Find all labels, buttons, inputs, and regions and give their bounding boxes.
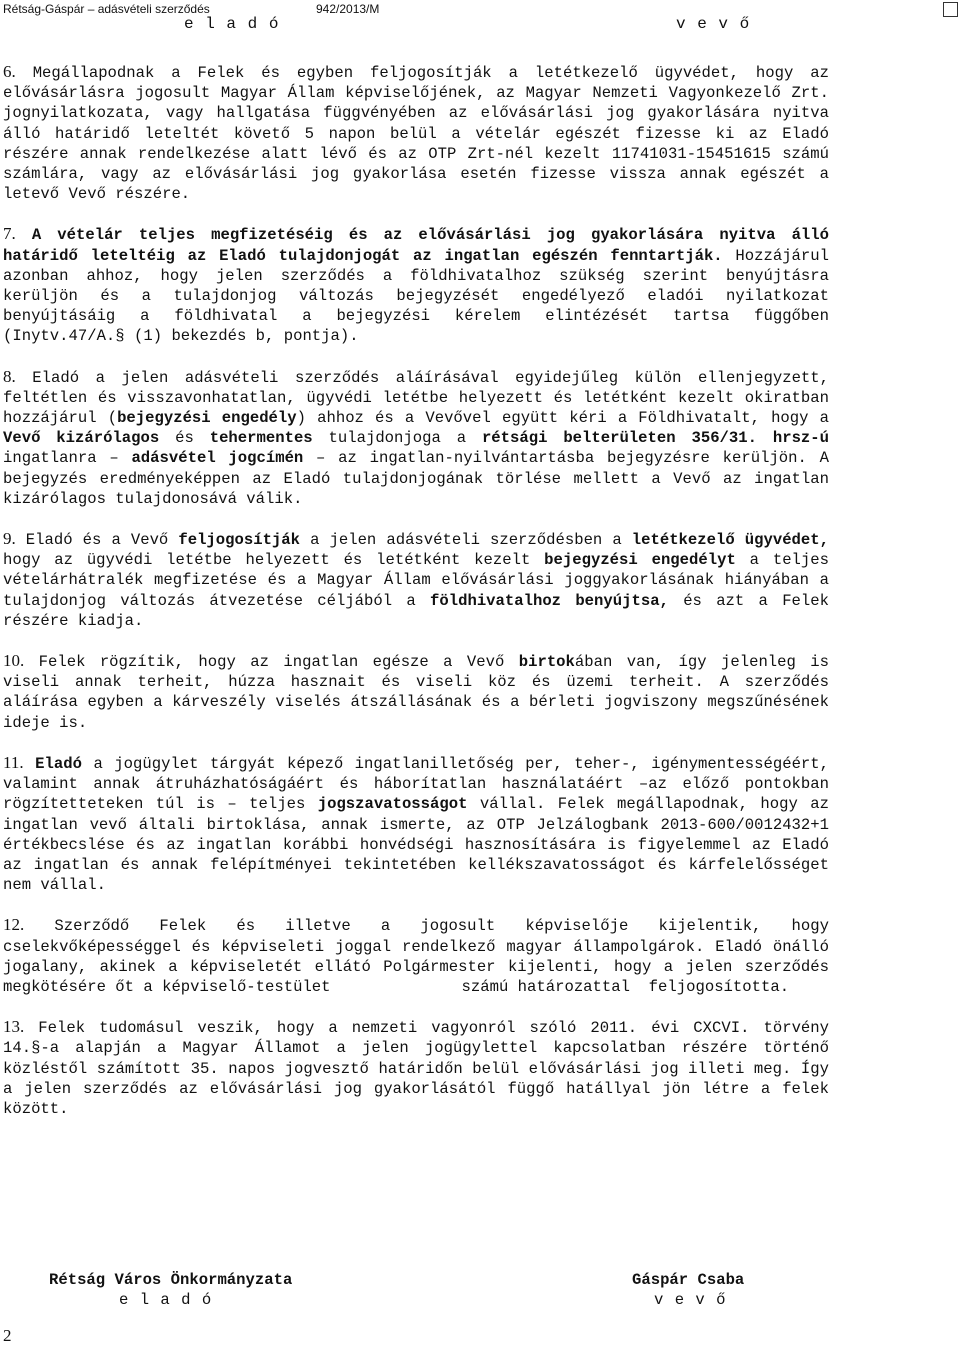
page-number: 2 (3, 1326, 12, 1345)
paragraph-6 (3, 62, 829, 204)
seller-signature (49, 1270, 329, 1310)
header-buyer-label: v e v ő (676, 15, 751, 33)
text-run: ) ahhoz és a Vevővel együtt kéri a Földhivatalt, hogy a (296, 409, 829, 428)
bold-run: feljogosítják (178, 531, 301, 550)
buyer-name: Gáspár Csaba (632, 1271, 745, 1289)
buyer-role: v e v ő (654, 1291, 727, 1310)
bold-run: jogszavatosságot (317, 795, 468, 814)
bold-run: Vevő kizárólagos (3, 429, 160, 448)
text-run: és azt a Felek részére kiadja. (3, 591, 829, 630)
paragraph-8 (3, 367, 829, 509)
text-run: Eladó a jelen adásvételi szerződés aláírásával egyidejűleg külön ellenjegyzett, feltétlen és visszavonhatatlan, ügyvédi letétbe helyezett és letétként kezelt okiratban hozzájárul ( (3, 368, 829, 428)
bold-run: földhivatalhoz benyújtsa, (430, 591, 669, 610)
paragraph-11 (3, 753, 829, 895)
text-run: Eladó és a Vevő (15, 531, 179, 550)
text-run: a jogügylet tárgyát képező ingatlanilletőség per, teher-, igénymentességéért, valamint annak átruházhatóságáért és háborítatlan használatáért –az előző pontokban rögzítetteteken túl is – teljes (3, 754, 830, 814)
seller-role: e l a d ó (119, 1291, 213, 1310)
seller-name: Rétság Város Önkormányzata (49, 1271, 293, 1289)
paragraph-text: Hozzájárul azonban ahhoz, hogy jelen szerződés a földhivatalhoz szükség szerint benyújtásra kerüljön és a tulajdonjog változás bejegyzését engedélyező eladói nyilatkozat benyújtásáig a földhivatal a bejegyzési kérelem elintézését tartsa függőben (Inytv.47/A.§ (1) bekezdés b, pontja). (3, 246, 829, 346)
header-seller-label: e l a d ó (184, 15, 280, 33)
document-title: Rétság-Gáspár – adásvételi szerződés (3, 2, 210, 16)
paragraph-number: 8. (3, 366, 16, 386)
paragraph-bold-text: A vételár teljes megfizetéséig és az elővásárlási jog gyakorlására nyitva álló határidő leteltéig az Eladó tulajdonjogát az ingatlan egészén fenntartják. (3, 226, 830, 265)
text-run: hogy az ügyvédi letétbe helyezett és letétként kezelt (3, 551, 545, 570)
contract-body (3, 62, 839, 1139)
text-run: – az ingatlan-nyilvántartásba bejegyzésre kerüljön. A bejegyzés eredményeképpen az Eladó tulajdonjogának törlése mellett a Vevő az ingatlan kizárólagos tulajdonosává válik. (3, 449, 829, 508)
bold-run: letétkezelő ügyvédet, (631, 531, 829, 550)
paragraph-12 (3, 915, 839, 997)
text-run: ingatlanra – (3, 449, 132, 468)
text-run: tulajdonjoga a (312, 429, 482, 448)
text-run: és (159, 429, 210, 448)
paragraph-number: 9. (3, 529, 16, 549)
bold-run: birtok (518, 653, 575, 672)
paragraph-13 (3, 1017, 829, 1119)
paragraph-number: 13. (3, 1017, 25, 1037)
text-run: a jelen adásvételi szerződésben a (300, 531, 632, 550)
text-run: a teljes vételárhátralék megfizetése és a Magyar Állam elővásárlási joggyakorlásának hiányában a tulajdonjog változás átvezetése céljából a (3, 551, 829, 610)
paragraph-number: 7. (3, 224, 16, 244)
paragraph-number: 12. (3, 915, 25, 935)
text-run: Felek tudomásul veszik, hogy a nemzeti vagyonról szóló 2011. évi CXCVI. törvény 14.§-a alapján a Magyar Államot a jelen jogügylettel kapcsolatban részére történő közléstől számított 35. napos jogvesztő határidőn belül elővásárlási jog illeti meg. Így a jelen szerződés az elővásárlási jog gyakorlásától függő hatállyal jön létre a felek között. (3, 1019, 829, 1118)
document-reference: 942/2013/M (316, 2, 380, 16)
bold-run: bejegyzési engedély (117, 409, 297, 428)
bold-run: tehermentes (209, 429, 313, 448)
paragraph-text: Megállapodnak a Felek és egyben feljogosítják a letétkezelő ügyvédet, hogy az elővásárlásra jogosult Magyar Állam képviselőjének, az Magyar Nemzeti Vagyonkezelő Zrt. jognyilatkozata, vagy hallgatása függvényében az elővásárlási jog gyakorlására nyitva álló határidő leteltét követő 5 napon belül a vételár egészét fizesse ki az Eladó részére annak rendelkezése alatt lévő és az OTP Zrt-nél kezelt 11741031-15451615 számú számlára, vagy az elővásárlási jog gyakorlása esetén fizesse vissza annak egészét a letevő Vevő részére. (3, 64, 829, 204)
paragraph-7 (3, 224, 829, 346)
paragraph-9 (3, 529, 829, 631)
paragraph-number: 6. (3, 62, 16, 81)
paragraph-number: 10. (3, 651, 25, 671)
page-checkbox[interactable] (943, 2, 958, 17)
text-run: ában van, így jelenleg is viseli annak terheit, húzza hasznait és viseli köz és üzemi terheit. A szerződés aláírása egyben a kárveszély viselés átszállásának és a bérleti jogviszony megszűnésének ideje is. (3, 653, 829, 732)
text-run: Szerződő Felek és illetve a jogosult képviselője kijelentik, hogy cselekvőképességgel és képviseleti joggal rendelkező magyar állampolgárok. Eladó önálló jogalany, akinek a képviseletét ellátó Polgármester kijelenti, hogy a jelen szerződés megkötésére őt a képviselő-testület számú határozattal feljogosította. (3, 917, 839, 996)
bold-run: Eladó (35, 754, 82, 773)
paragraph-10 (3, 651, 829, 733)
text-run: vállal. Felek megállapodnak, hogy az ingatlan vevő általi birtoklása, annak ismerte, az OTP Jelzálogbank 2013-600/0012432+1 értékbecslése és az ingatlan korábbi honvédségi hasznosítására is figyelemmel az Eladó az ingatlan és annak felépítményei tekintetében kellékszavatosságot és kárfelelősséget nem vállal. (3, 795, 829, 895)
bold-run: bejegyzési engedélyt (544, 551, 736, 570)
bold-run: adásvétel jogcímén (131, 449, 304, 468)
paragraph-number: 11. (3, 752, 24, 772)
bold-run: rétsági belterületen 356/31. hrsz-ú (481, 429, 830, 448)
text-run: Felek rögzítik, hogy az ingatlan egésze a Vevő (24, 653, 519, 672)
buyer-signature (632, 1270, 912, 1310)
